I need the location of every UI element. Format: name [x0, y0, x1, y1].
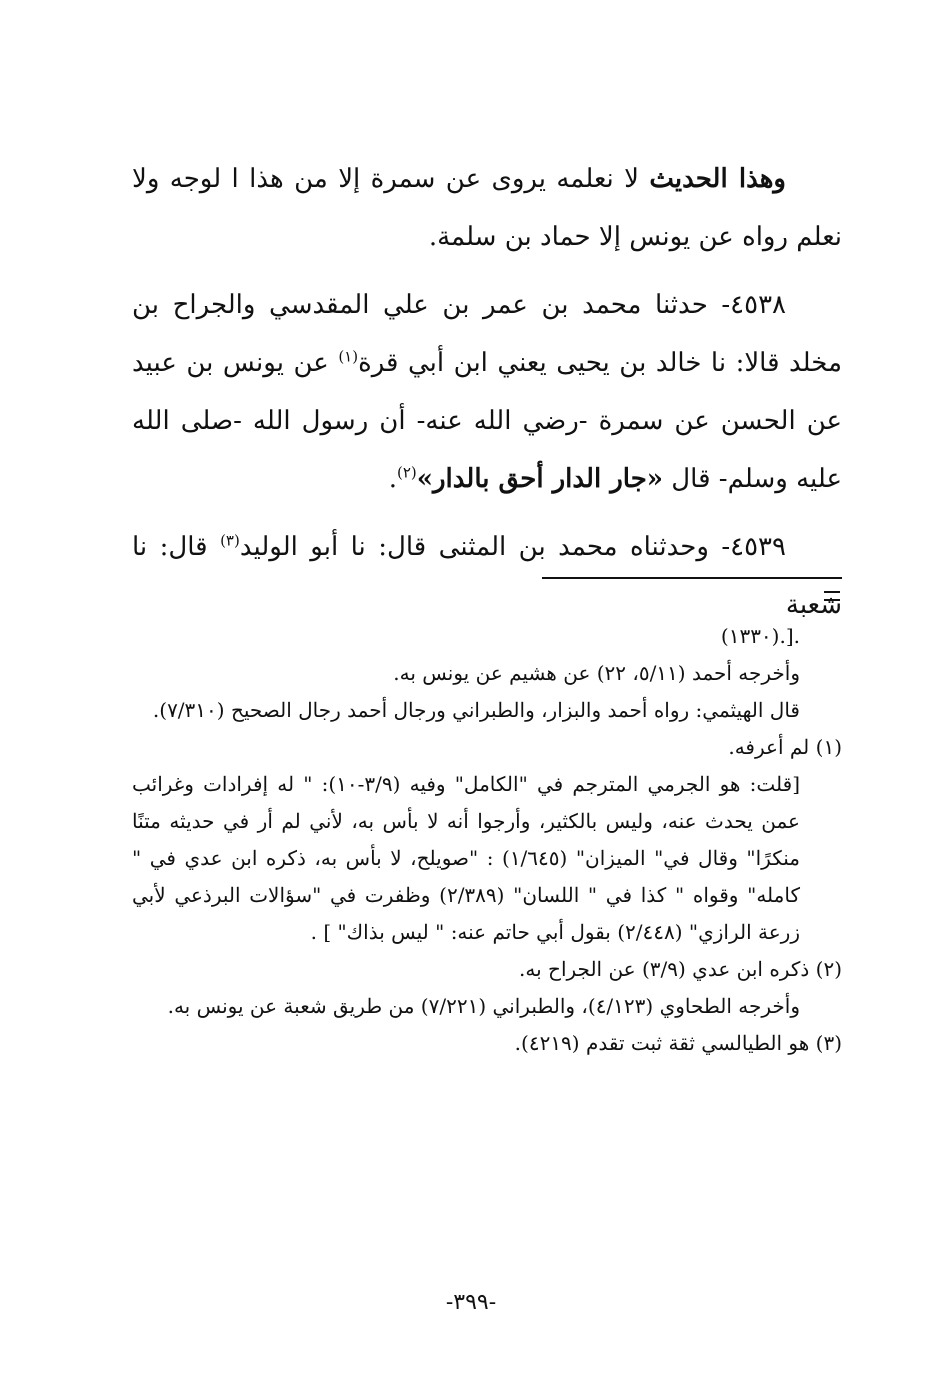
- hadith-4538-text-a: ٤٥٣٨- حدثنا محمد بن عمر بن علي المقدسي والجراح بن مخلد قالا: نا خالد بن يحيى يعني ابن أبي قرة: [132, 290, 843, 378]
- footnote-ref-3: (٣): [220, 531, 240, 550]
- footnote-continued-2: وأخرجه أحمد (٥/١١، ٢٢) عن هشيم عن يونس به.: [393, 661, 800, 685]
- footnote-1: (١) لم أعرفه.: [728, 735, 842, 759]
- hadith-4539: [132, 518, 842, 634]
- hadith-4539-text-b: قال: نا شعبة: [132, 532, 842, 620]
- footnote-ref-1: (١): [338, 347, 359, 366]
- paragraph-commentary: [132, 150, 842, 266]
- continuation-mark: [824, 591, 840, 601]
- hadith-4538-text-b: عن يونس بن عبيد عن الحسن عن سمرة -رضي الله عنه- أن رسول الله -صلى الله عليه وسلم- قال: [132, 348, 842, 494]
- hadith-4538-quote: «جار الدار أحق بالدار»: [416, 464, 664, 494]
- footnote-continued-1: .[.(١٣٣٠): [720, 624, 800, 648]
- footnote-separator: [542, 577, 842, 579]
- bold-phrase: وهذا الحديث: [649, 164, 786, 194]
- hadith-4538-end: .: [388, 464, 397, 494]
- hadith-4538: [132, 276, 842, 508]
- commentary-text: لا نعلمه يروى عن سمرة إلا من هذا ا لوجه ولا نعلم رواه عن يونس إلا حماد بن سلمة.: [132, 164, 842, 252]
- main-text: [132, 150, 842, 644]
- hadith-4539-text-a: ٤٥٣٩- وحدثناه محمد بن المثنى قال: نا أبو الوليد: [239, 532, 786, 562]
- footnote-continued-3: قال الهيثمي: رواه أحمد والبزار، والطبراني ورجال أحمد رجال الصحيح (٧/٣١٠).: [152, 698, 800, 722]
- page-number: -٣٩٩-: [445, 1290, 497, 1315]
- footnote-1-comment: [قلت: هو الجرمي المترجم في "الكامل" وفيه (٣/٩-١٠): " له إفرادات وغرائب عمن يحدث عنه، وليس بالكثير، وأرجوا أنه لا بأس به، لأني لم أر في حديثه متنًا منكرًا" وقال في" الميزان" (١/٦٤٥) : "صويلح، لا بأس به، ذكره ابن عدي في " كامله" وقواه " كذا في " اللسان" (٢/٣٨٩) وظفرت في "سؤالات البرذعي لأبي زرعة الرازي" (٢/٤٤٨) بقول أبي حاتم عنه: " ليس بذاك" ] .: [132, 772, 801, 944]
- footnote-2: (٢) ذكره ابن عدي (٣/٩) عن الجراح به.: [519, 957, 842, 981]
- footnote-ref-2: (٢): [396, 463, 417, 482]
- footnotes: [132, 618, 842, 1062]
- footnote-3: (٣) هو الطيالسي ثقة ثبت تقدم (٤٢١٩).: [514, 1031, 842, 1055]
- footnote-2-more: وأخرجه الطحاوي (٤/١٢٣)، والطبراني (٧/٢٢١) من طريق شعبة عن يونس به.: [167, 994, 800, 1018]
